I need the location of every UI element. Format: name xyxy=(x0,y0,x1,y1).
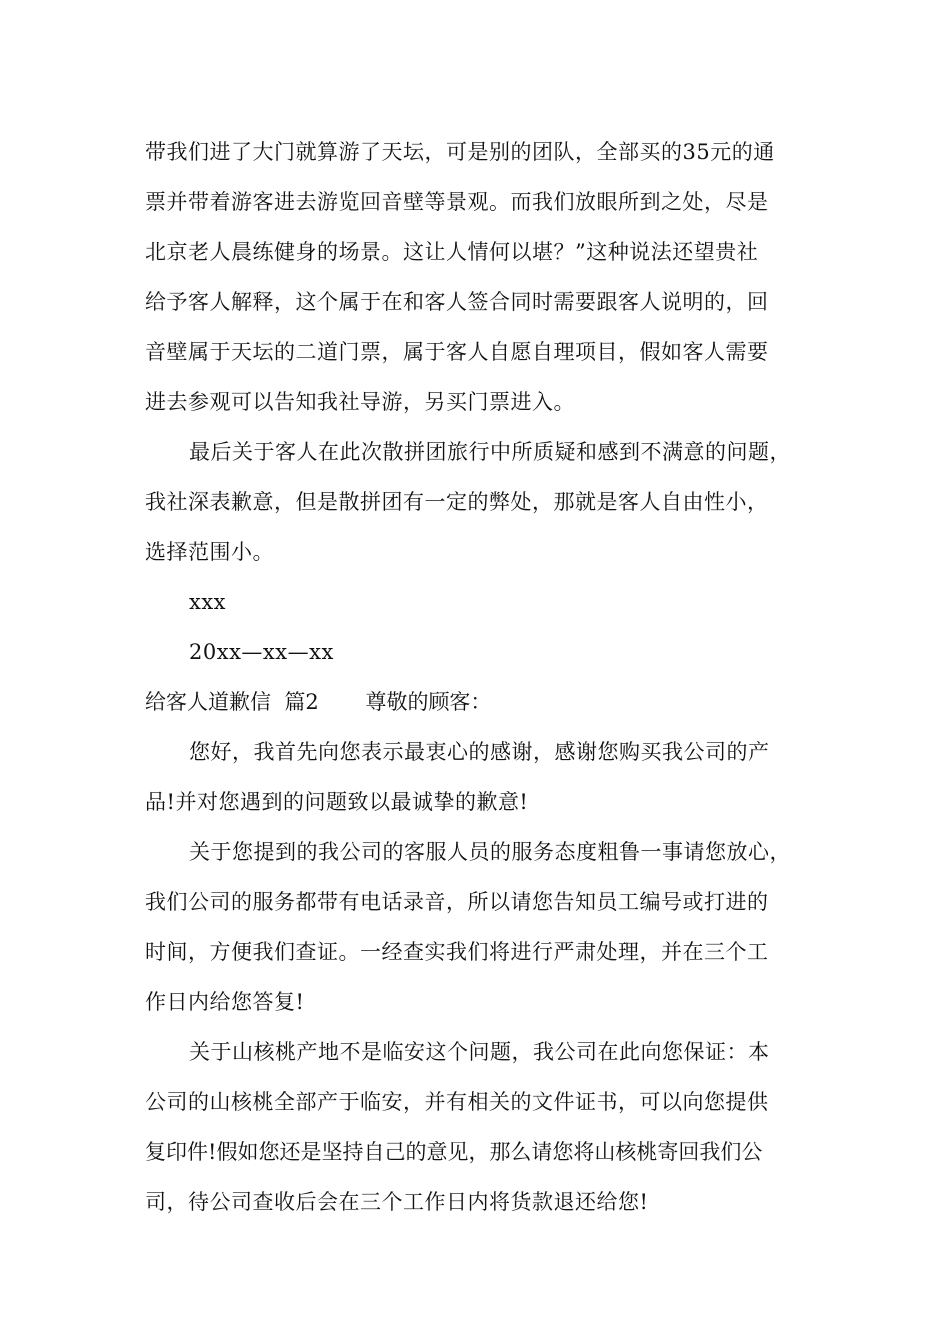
paragraph-line: 带我们进了大门就算游了天坛，可是别的团队，全部买的35元的通 xyxy=(145,140,775,164)
paragraph-line: 给予客人解释，这个属于在和客人签合同时需要跟客人说明的，回 xyxy=(145,290,769,314)
paragraph-line: 最后关于客人在此次散拼团旅行中所质疑和感到不满意的问题， xyxy=(189,440,791,464)
paragraph-line: 我社深表歉意，但是散拼团有一定的弊处，那就是客人自由性小， xyxy=(145,490,769,514)
paragraph-line: 进去参观可以告知我社导游，另买门票进入。 xyxy=(145,390,575,414)
paragraph-line: 司，待公司查收后会在三个工作日内将货款退还给您! xyxy=(145,1190,649,1214)
paragraph-line: 时间，方便我们查证。一经查实我们将进行严肃处理，并在三个工 xyxy=(145,940,769,964)
signature-date: 20xx—xx—xx xyxy=(189,640,334,664)
paragraph-line: 品!并对您遇到的问题致以最诚挚的歉意! xyxy=(145,790,529,814)
paragraph-line: 选择范围小。 xyxy=(145,540,274,564)
paragraph-line: 音壁属于天坛的二道门票，属于客人自愿自理项目，假如客人需要 xyxy=(145,340,769,364)
paragraph-line: 关于您提到的我公司的客服人员的服务态度粗鲁一事请您放心， xyxy=(189,840,791,864)
signature-name: xxx xyxy=(189,590,227,614)
paragraph-line: 关于山核桃产地不是临安这个问题，我公司在此向您保证：本 xyxy=(189,1040,770,1064)
paragraph-line: 北京老人晨练健身的场景。这让人情何以堪？”这种说法还望贵社 xyxy=(145,240,759,264)
paragraph-line: 票并带着游客进去游览回音壁等景观。而我们放眼所到之处，尽是 xyxy=(145,190,769,214)
paragraph-line: 您好，我首先向您表示最衷心的感谢，感谢您购买我公司的产 xyxy=(189,740,770,764)
paragraph-line: 公司的山核桃全部产于临安，并有相关的文件证书，可以向您提供 xyxy=(145,1090,769,1114)
paragraph-line: 复印件!假如您还是坚持自己的意见，那么请您将山核桃寄回我们公 xyxy=(145,1140,763,1164)
section-heading: 给客人道歉信 篇2 尊敬的顾客： xyxy=(145,690,492,714)
paragraph-line: 我们公司的服务都带有电话录音，所以请您告知员工编号或打进的 xyxy=(145,890,769,914)
paragraph-line: 作日内给您答复! xyxy=(145,990,305,1014)
